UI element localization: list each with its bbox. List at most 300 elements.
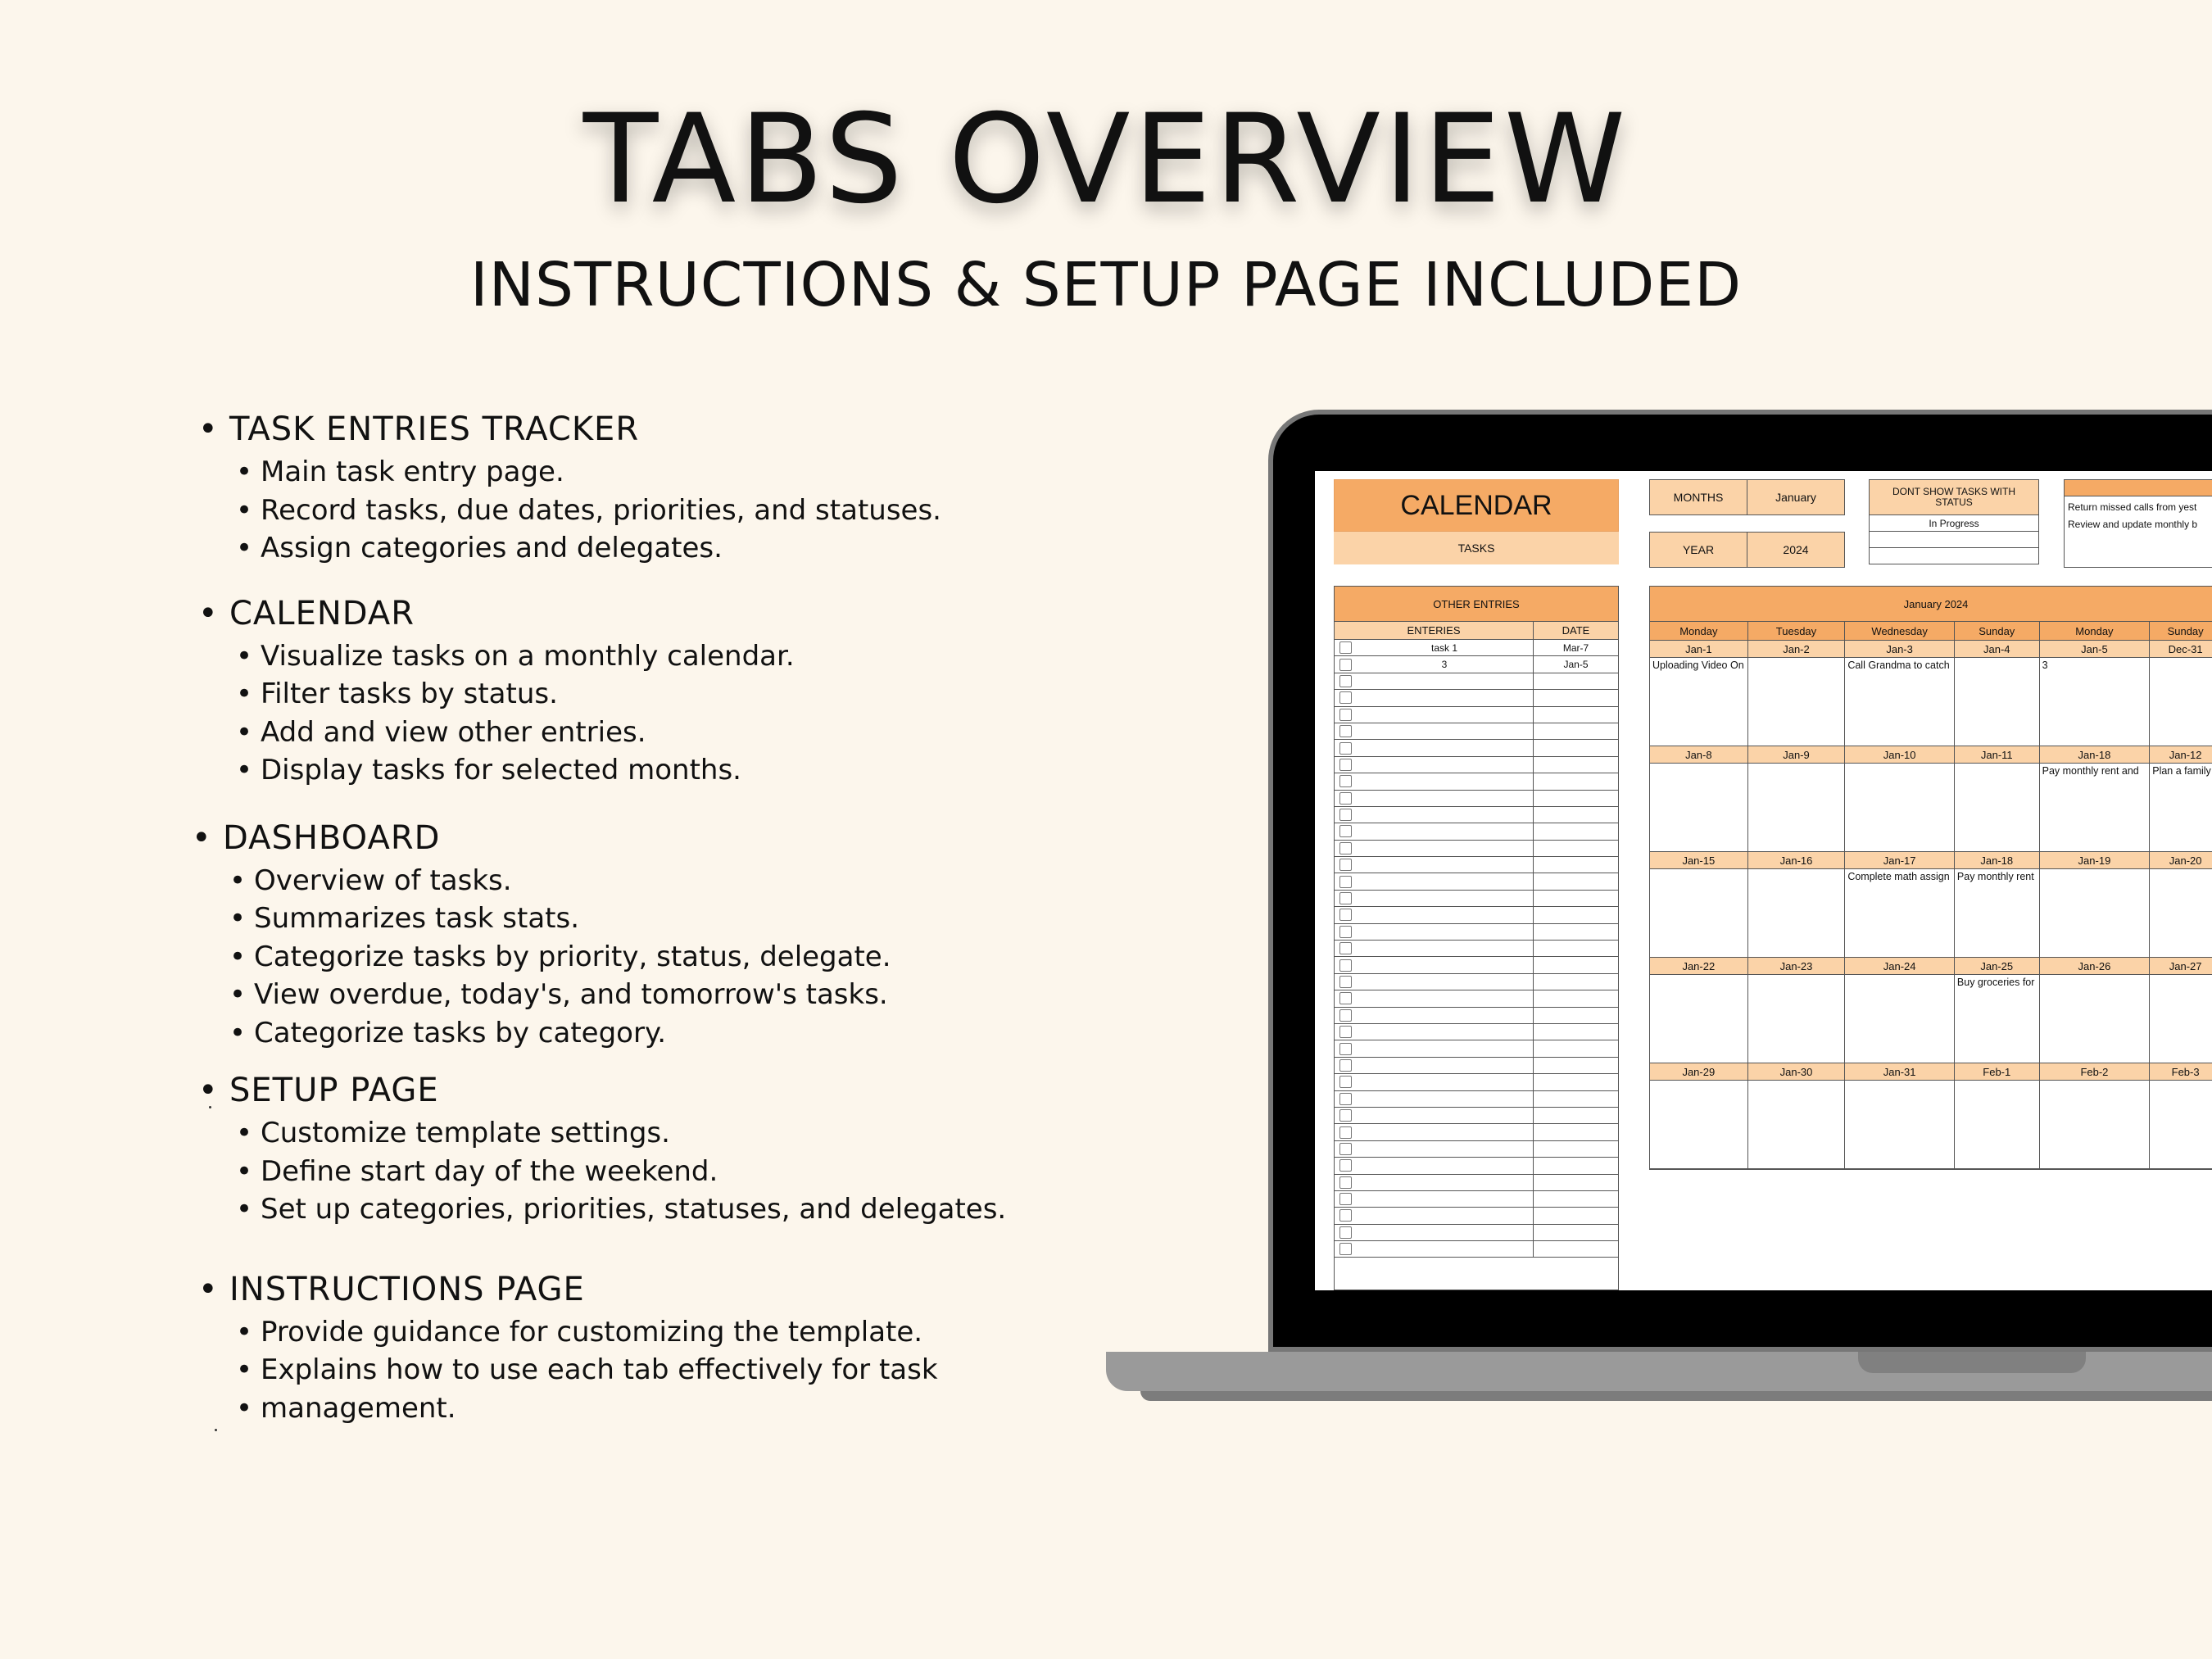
entry-checkbox[interactable] xyxy=(1335,1040,1356,1056)
entry-name[interactable] xyxy=(1356,1158,1534,1173)
entry-name[interactable] xyxy=(1356,1108,1534,1123)
entry-name[interactable]: 3 xyxy=(1356,656,1534,672)
checkbox-box[interactable] xyxy=(1339,1109,1352,1122)
checkbox-box[interactable] xyxy=(1339,976,1352,988)
entry-row xyxy=(1335,823,1618,840)
week-task-row xyxy=(1650,975,2212,1063)
entry-name[interactable] xyxy=(1356,873,1534,889)
entry-row xyxy=(1335,907,1618,923)
week-date-row xyxy=(1650,958,2212,975)
day-task-cell[interactable]: 3 xyxy=(2040,658,2151,746)
checkbox-box[interactable] xyxy=(1339,1243,1352,1255)
date-cell: Feb-2 xyxy=(2040,1063,2151,1080)
entry-name[interactable] xyxy=(1356,1208,1534,1223)
list-item: • Define start day of the weekend. xyxy=(261,1153,1132,1191)
other-entries-rows xyxy=(1335,640,1618,1258)
entry-checkbox[interactable] xyxy=(1335,1024,1356,1040)
entry-row xyxy=(1335,740,1618,756)
entry-checkbox[interactable] xyxy=(1335,773,1356,789)
entry-checkbox[interactable] xyxy=(1335,690,1356,705)
entry-name[interactable] xyxy=(1356,1074,1534,1090)
entry-row xyxy=(1335,1040,1618,1057)
checkbox-box[interactable] xyxy=(1339,709,1352,721)
entry-row xyxy=(1335,1175,1618,1191)
entry-name[interactable] xyxy=(1356,673,1534,689)
entry-row xyxy=(1335,1091,1618,1108)
checkbox-box[interactable] xyxy=(1339,859,1352,871)
entry-checkbox[interactable] xyxy=(1335,1175,1356,1190)
checkbox-box[interactable] xyxy=(1339,1143,1352,1155)
entry-row xyxy=(1335,941,1618,957)
entry-checkbox[interactable] xyxy=(1335,723,1356,739)
entry-date[interactable]: Jan-5 xyxy=(1563,659,1589,671)
entry-date[interactable] xyxy=(1534,907,1618,922)
entry-date[interactable] xyxy=(1534,873,1618,889)
entry-name[interactable] xyxy=(1356,1091,1534,1107)
checkbox-box[interactable] xyxy=(1339,725,1352,737)
entry-date[interactable] xyxy=(1534,1225,1618,1240)
day-task-cell[interactable] xyxy=(1650,869,1748,957)
checkbox-box[interactable] xyxy=(1339,1159,1352,1172)
stray-dot xyxy=(215,1429,217,1431)
day-task-cell[interactable] xyxy=(1955,658,2040,746)
date-cell: Jan-12 xyxy=(2150,746,2212,763)
list-item: • Add and view other entries. xyxy=(261,714,1132,752)
entry-name[interactable] xyxy=(1356,841,1534,856)
entry-date[interactable] xyxy=(1534,1008,1618,1023)
checkbox-box[interactable] xyxy=(1339,876,1352,888)
weekday-header: Tuesday xyxy=(1748,622,1846,640)
entry-name[interactable] xyxy=(1356,707,1534,723)
list-item: • Main task entry page. xyxy=(261,453,1132,492)
checkbox-box[interactable] xyxy=(1339,675,1352,687)
date-cell: Jan-15 xyxy=(1650,852,1748,868)
entry-checkbox[interactable] xyxy=(1335,957,1356,972)
entry-checkbox[interactable] xyxy=(1335,707,1356,723)
features-list xyxy=(190,406,1132,1427)
checkbox-box[interactable] xyxy=(1339,892,1352,904)
month-calendar-grid xyxy=(1649,586,2212,1170)
day-task-cell[interactable] xyxy=(1845,975,1955,1063)
checkbox-box[interactable] xyxy=(1339,842,1352,854)
entry-row xyxy=(1335,640,1618,656)
entry-checkbox[interactable] xyxy=(1335,1225,1356,1240)
day-task-cell[interactable] xyxy=(2150,658,2212,746)
entry-name[interactable] xyxy=(1356,957,1534,972)
entry-row xyxy=(1335,707,1618,723)
entry-date[interactable] xyxy=(1534,773,1618,789)
note-item: Return missed calls from yest xyxy=(2068,501,2197,513)
entry-row xyxy=(1335,891,1618,907)
date-cell: Jan-25 xyxy=(1955,958,2040,974)
day-task-cell[interactable] xyxy=(2150,1081,2212,1168)
entry-date[interactable] xyxy=(1534,1124,1618,1140)
entry-checkbox[interactable] xyxy=(1335,791,1356,806)
entry-date[interactable] xyxy=(1534,1074,1618,1090)
entry-date[interactable] xyxy=(1534,723,1618,739)
entry-date[interactable] xyxy=(1534,673,1618,689)
weekday-header: Wednesday xyxy=(1845,622,1955,640)
entry-checkbox[interactable] xyxy=(1335,1191,1356,1207)
status-filter-label xyxy=(1869,479,2039,515)
page-title: TABS OVERVIEW xyxy=(582,88,1630,231)
entry-date[interactable] xyxy=(1534,857,1618,873)
calendar-weeks xyxy=(1650,641,2212,1169)
entry-date[interactable] xyxy=(1534,1091,1618,1107)
entry-checkbox[interactable] xyxy=(1335,1158,1356,1173)
day-task-cell[interactable]: Complete math assign xyxy=(1845,869,1955,957)
weekday-header: Sunday xyxy=(2150,622,2212,640)
entry-checkbox[interactable] xyxy=(1335,807,1356,823)
day-task-cell[interactable] xyxy=(2040,1081,2151,1168)
day-task-cell[interactable] xyxy=(1955,764,2040,851)
date-cell: Jan-5 xyxy=(2040,641,2151,657)
months-value[interactable]: January xyxy=(1747,479,1845,515)
entry-row xyxy=(1335,857,1618,873)
date-cell: Feb-3 xyxy=(2150,1063,2212,1080)
date-cell: Jan-17 xyxy=(1845,852,1955,868)
entry-name[interactable] xyxy=(1356,1024,1534,1040)
day-task-cell[interactable] xyxy=(1845,1081,1955,1168)
checkbox-box[interactable] xyxy=(1339,909,1352,921)
entry-name[interactable] xyxy=(1356,941,1534,956)
entry-name[interactable] xyxy=(1356,1040,1534,1056)
day-task-cell[interactable] xyxy=(1650,1081,1748,1168)
checkbox-box[interactable] xyxy=(1339,1093,1352,1105)
entry-name[interactable] xyxy=(1356,791,1534,806)
entry-date[interactable] xyxy=(1534,707,1618,723)
entry-name[interactable] xyxy=(1356,1124,1534,1140)
entry-date[interactable] xyxy=(1534,1108,1618,1123)
date-cell: Feb-1 xyxy=(1955,1063,2040,1080)
checkbox-box[interactable] xyxy=(1339,1059,1352,1072)
date-cell: Jan-18 xyxy=(2040,746,2151,763)
entry-checkbox[interactable] xyxy=(1335,640,1356,655)
entry-checkbox[interactable] xyxy=(1335,907,1356,922)
entry-row xyxy=(1335,757,1618,773)
checkbox-box[interactable] xyxy=(1339,792,1352,805)
day-task-cell[interactable]: Call Grandma to catch xyxy=(1845,658,1955,746)
checkbox-box[interactable] xyxy=(1339,759,1352,771)
year-label: YEAR xyxy=(1649,532,1747,568)
entry-checkbox[interactable] xyxy=(1335,924,1356,940)
section-dashboard xyxy=(184,814,1126,1053)
checkbox-box[interactable] xyxy=(1339,1009,1352,1022)
entry-name[interactable] xyxy=(1356,757,1534,773)
entry-date[interactable]: Mar-7 xyxy=(1562,641,1589,654)
entry-checkbox[interactable] xyxy=(1335,941,1356,956)
day-task-cell[interactable]: Buy groceries for xyxy=(1955,975,2040,1063)
date-cell: Jan-3 xyxy=(1845,641,1955,657)
entry-row xyxy=(1335,1008,1618,1024)
date-cell: Jan-23 xyxy=(1748,958,1846,974)
list-item: • Assign categories and delegates. xyxy=(261,529,1132,568)
checkbox-box[interactable] xyxy=(1339,691,1352,704)
entry-checkbox[interactable] xyxy=(1335,1074,1356,1090)
entry-checkbox[interactable] xyxy=(1335,841,1356,856)
month-title: January 2024 xyxy=(1650,587,2212,622)
week-date-row xyxy=(1650,641,2212,658)
entry-name[interactable]: task 1 xyxy=(1356,640,1534,655)
entry-date[interactable] xyxy=(1534,990,1618,1006)
date-cell: Jan-22 xyxy=(1650,958,1748,974)
entry-date[interactable] xyxy=(1534,807,1618,823)
entry-name[interactable] xyxy=(1356,1241,1534,1257)
day-task-cell[interactable]: Uploading Video On xyxy=(1650,658,1748,746)
entry-checkbox[interactable] xyxy=(1335,1008,1356,1023)
entry-name[interactable] xyxy=(1356,773,1534,789)
year-value[interactable]: 2024 xyxy=(1747,532,1845,568)
entry-checkbox[interactable] xyxy=(1335,891,1356,906)
entry-date[interactable] xyxy=(1534,1191,1618,1207)
entry-row xyxy=(1335,791,1618,807)
day-task-cell[interactable] xyxy=(1748,764,1846,851)
entry-date[interactable] xyxy=(1534,841,1618,856)
entry-row xyxy=(1335,1024,1618,1040)
week-task-row xyxy=(1650,658,2212,746)
entry-name[interactable] xyxy=(1356,990,1534,1006)
list-item: • Filter tasks by status. xyxy=(261,675,1132,714)
note-item: Review and update monthly b xyxy=(2068,519,2198,530)
section-instructions-page xyxy=(190,1266,1132,1428)
entry-name[interactable] xyxy=(1356,924,1534,940)
months-label: MONTHS xyxy=(1649,479,1747,515)
day-task-cell[interactable]: Plan a family xyxy=(2150,764,2212,851)
day-task-cell[interactable] xyxy=(1748,869,1846,957)
entry-row xyxy=(1335,1108,1618,1124)
weekday-header-row xyxy=(1650,622,2212,641)
checkbox-box[interactable] xyxy=(1339,1043,1352,1055)
entry-date[interactable] xyxy=(1534,757,1618,773)
entry-date[interactable] xyxy=(1534,1141,1618,1157)
day-task-cell[interactable] xyxy=(1650,975,1748,1063)
entry-checkbox[interactable] xyxy=(1335,1208,1356,1223)
entry-checkbox[interactable] xyxy=(1335,673,1356,689)
spreadsheet-screen xyxy=(1315,471,2212,1290)
entry-date[interactable] xyxy=(1534,1241,1618,1257)
entry-checkbox[interactable] xyxy=(1335,656,1356,672)
checkbox-box[interactable] xyxy=(1339,825,1352,837)
day-task-cell[interactable] xyxy=(1748,975,1846,1063)
date-cell: Jan-29 xyxy=(1650,1063,1748,1080)
entry-date[interactable] xyxy=(1534,957,1618,972)
checkbox-box[interactable] xyxy=(1339,1226,1352,1239)
checkbox-box[interactable] xyxy=(1339,742,1352,755)
entry-checkbox[interactable] xyxy=(1335,1124,1356,1140)
entry-row xyxy=(1335,957,1618,973)
other-entries-title: OTHER ENTRIES xyxy=(1335,587,1618,622)
date-cell: Jan-30 xyxy=(1748,1063,1846,1080)
entry-name[interactable] xyxy=(1356,1008,1534,1023)
day-task-cell[interactable]: Pay monthly rent xyxy=(1955,869,2040,957)
date-cell: Jan-18 xyxy=(1955,852,2040,868)
checkbox-box[interactable] xyxy=(1339,809,1352,821)
section-heading: • DASHBOARD xyxy=(184,814,1126,862)
entry-row xyxy=(1335,1074,1618,1090)
date-cell: Jan-4 xyxy=(1955,641,2040,657)
entry-row xyxy=(1335,690,1618,706)
day-task-cell[interactable]: Pay monthly rent and xyxy=(2040,764,2151,851)
page-subtitle: INSTRUCTIONS & SETUP PAGE INCLUDED xyxy=(469,250,1743,320)
entry-name[interactable] xyxy=(1356,740,1534,755)
list-item: • Explains how to use each tab effectively for task xyxy=(261,1351,1132,1389)
day-task-cell[interactable] xyxy=(1845,764,1955,851)
checkbox-box[interactable] xyxy=(1339,1126,1352,1139)
entry-checkbox[interactable] xyxy=(1335,1141,1356,1157)
entry-name[interactable] xyxy=(1356,1191,1534,1207)
entry-name[interactable] xyxy=(1356,1058,1534,1073)
list-item: • View overdue, today's, and tomorrow's tasks. xyxy=(254,976,1126,1014)
entry-checkbox[interactable] xyxy=(1335,823,1356,839)
entry-name[interactable] xyxy=(1356,891,1534,906)
list-item: • Categorize tasks by category. xyxy=(254,1014,1126,1053)
entry-row xyxy=(1335,1225,1618,1241)
entry-date[interactable] xyxy=(1534,1024,1618,1040)
section-heading: • CALENDAR xyxy=(190,590,1132,637)
weekday-header: Monday xyxy=(2040,622,2151,640)
entry-name[interactable] xyxy=(1356,974,1534,990)
entry-row xyxy=(1335,1141,1618,1158)
laptop-base-shadow xyxy=(1140,1391,2212,1401)
entry-date[interactable] xyxy=(1534,1208,1618,1223)
entry-name[interactable] xyxy=(1356,807,1534,823)
checkbox-box[interactable] xyxy=(1339,992,1352,1004)
entry-checkbox[interactable] xyxy=(1335,757,1356,773)
entry-row xyxy=(1335,990,1618,1007)
entry-checkbox[interactable] xyxy=(1335,1241,1356,1257)
checkbox-box[interactable] xyxy=(1339,1026,1352,1038)
notes-box xyxy=(2064,496,2212,568)
entry-name[interactable] xyxy=(1356,1141,1534,1157)
day-task-cell[interactable] xyxy=(1955,1081,2040,1168)
section-calendar xyxy=(190,590,1132,790)
calendar-subtitle: TASKS xyxy=(1334,532,1619,564)
section-task-entries-tracker xyxy=(190,406,1132,568)
checkbox-box[interactable] xyxy=(1339,1209,1352,1222)
section-heading: • INSTRUCTIONS PAGE xyxy=(190,1266,1132,1313)
checkbox-box[interactable] xyxy=(1339,926,1352,938)
checkbox-box[interactable] xyxy=(1339,1176,1352,1189)
entry-name[interactable] xyxy=(1356,690,1534,705)
entry-checkbox[interactable] xyxy=(1335,990,1356,1006)
entry-checkbox[interactable] xyxy=(1335,1058,1356,1073)
date-cell: Jan-26 xyxy=(2040,958,2151,974)
entry-checkbox[interactable] xyxy=(1335,857,1356,873)
entries-column-header: ENTERIES xyxy=(1335,622,1534,639)
day-task-cell[interactable] xyxy=(1748,1081,1846,1168)
date-cell: Jan-27 xyxy=(2150,958,2212,974)
entry-name[interactable] xyxy=(1356,823,1534,839)
entry-row xyxy=(1335,924,1618,941)
entry-date[interactable] xyxy=(1534,791,1618,806)
entry-date[interactable] xyxy=(1534,1058,1618,1073)
entry-checkbox[interactable] xyxy=(1335,1091,1356,1107)
entry-row xyxy=(1335,1241,1618,1258)
date-column-header: DATE xyxy=(1562,624,1590,637)
checkbox-box[interactable] xyxy=(1339,942,1352,954)
entry-row xyxy=(1335,1124,1618,1140)
entry-checkbox[interactable] xyxy=(1335,740,1356,755)
day-task-cell[interactable] xyxy=(2150,869,2212,957)
day-task-cell[interactable] xyxy=(2150,975,2212,1063)
entry-date[interactable] xyxy=(1534,891,1618,906)
entry-date[interactable] xyxy=(1534,941,1618,956)
entry-row xyxy=(1335,1191,1618,1208)
entry-row xyxy=(1335,1208,1618,1224)
entry-checkbox[interactable] xyxy=(1335,1108,1356,1123)
entry-row xyxy=(1335,1158,1618,1174)
section-heading: • SETUP PAGE xyxy=(190,1067,1132,1114)
entry-date[interactable] xyxy=(1534,690,1618,705)
entry-date[interactable] xyxy=(1534,1175,1618,1190)
date-cell: Jan-11 xyxy=(1955,746,2040,763)
status-filter-value[interactable]: In Progress xyxy=(1869,514,2039,532)
weekday-header: Monday xyxy=(1650,622,1748,640)
entry-date[interactable] xyxy=(1534,1040,1618,1056)
list-item: • Display tasks for selected months. xyxy=(261,751,1132,790)
checkbox-box[interactable] xyxy=(1339,1193,1352,1205)
entry-name[interactable] xyxy=(1356,857,1534,873)
weekday-header: Sunday xyxy=(1955,622,2040,640)
entry-name[interactable] xyxy=(1356,907,1534,922)
entry-checkbox[interactable] xyxy=(1335,974,1356,990)
section-setup-page xyxy=(190,1067,1132,1229)
entry-name[interactable] xyxy=(1356,1225,1534,1240)
date-cell: Jan-31 xyxy=(1845,1063,1955,1080)
entry-date[interactable] xyxy=(1534,974,1618,990)
list-item: • Set up categories, priorities, statuses, and delegates. xyxy=(261,1190,1132,1229)
checkbox-box[interactable] xyxy=(1339,775,1352,787)
entry-row xyxy=(1335,673,1618,690)
date-cell: Dec-31 xyxy=(2150,641,2212,657)
list-item: • Record tasks, due dates, priorities, and statuses. xyxy=(261,492,1132,530)
date-cell: Jan-10 xyxy=(1845,746,1955,763)
entry-date[interactable] xyxy=(1534,924,1618,940)
entry-row xyxy=(1335,841,1618,857)
list-item: • Summarizes task stats. xyxy=(254,900,1126,938)
list-item: • Customize template settings. xyxy=(261,1114,1132,1153)
checkbox-box[interactable] xyxy=(1339,1076,1352,1088)
entry-name[interactable] xyxy=(1356,1175,1534,1190)
checkbox-box[interactable] xyxy=(1339,659,1352,671)
status-filter-blank[interactable] xyxy=(1869,531,2039,548)
calendar-title: CALENDAR xyxy=(1334,479,1619,532)
date-cell: Jan-9 xyxy=(1748,746,1846,763)
entry-name[interactable] xyxy=(1356,723,1534,739)
entry-date[interactable] xyxy=(1534,823,1618,839)
checkbox-box[interactable] xyxy=(1339,641,1352,654)
entry-row xyxy=(1335,1058,1618,1074)
entry-date[interactable] xyxy=(1534,740,1618,755)
other-entries-columns xyxy=(1335,622,1618,640)
list-item: • management. xyxy=(261,1389,1132,1428)
status-filter-blank[interactable] xyxy=(1869,547,2039,564)
list-item: • Overview of tasks. xyxy=(254,862,1126,900)
day-task-cell[interactable] xyxy=(1650,764,1748,851)
date-cell: Jan-19 xyxy=(2040,852,2151,868)
list-item: • Categorize tasks by priority, status, delegate. xyxy=(254,938,1126,977)
entry-date[interactable] xyxy=(1534,1158,1618,1173)
entry-checkbox[interactable] xyxy=(1335,873,1356,889)
day-task-cell[interactable] xyxy=(2040,869,2151,957)
date-cell: Jan-16 xyxy=(1748,852,1846,868)
list-item: • Visualize tasks on a monthly calendar. xyxy=(261,637,1132,676)
day-task-cell[interactable] xyxy=(1748,658,1846,746)
laptop-notch xyxy=(1858,1352,2086,1373)
checkbox-box[interactable] xyxy=(1339,959,1352,972)
day-task-cell[interactable] xyxy=(2040,975,2151,1063)
date-cell: Jan-2 xyxy=(1748,641,1846,657)
